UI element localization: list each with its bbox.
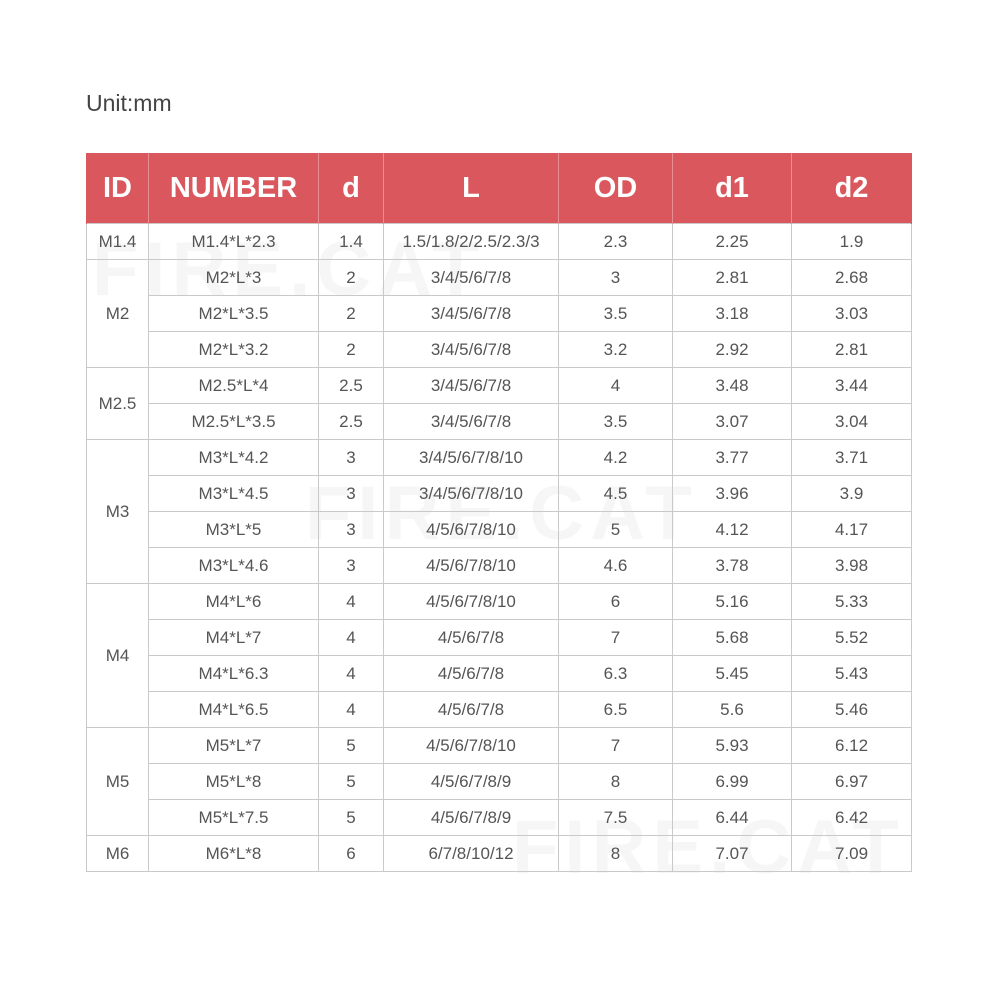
header-d1: d1 — [673, 153, 792, 224]
table-row — [87, 656, 912, 692]
spec-table — [86, 153, 912, 872]
cell-id: M3 — [87, 440, 149, 584]
cell-od: 4.6 — [559, 548, 673, 584]
unit-label: Unit:mm — [86, 90, 172, 116]
cell-d: 4 — [319, 692, 384, 728]
cell-id: M6 — [87, 836, 149, 872]
cell-number: M5*L*8 — [149, 764, 319, 800]
cell-d1: 5.45 — [673, 656, 792, 692]
cell-number: M3*L*4.2 — [149, 440, 319, 476]
header-number: NUMBER — [149, 153, 319, 224]
cell-d1: 2.81 — [673, 260, 792, 296]
cell-id: M5 — [87, 728, 149, 836]
cell-l: 3/4/5/6/7/8 — [384, 404, 559, 440]
cell-d2: 3.71 — [792, 440, 912, 476]
cell-od: 2.3 — [559, 224, 673, 260]
cell-number: M3*L*5 — [149, 512, 319, 548]
cell-od: 6.5 — [559, 692, 673, 728]
cell-d2: 5.52 — [792, 620, 912, 656]
cell-d2: 3.9 — [792, 476, 912, 512]
cell-d2: 3.44 — [792, 368, 912, 404]
cell-l: 3/4/5/6/7/8/10 — [384, 476, 559, 512]
cell-l: 3/4/5/6/7/8/10 — [384, 440, 559, 476]
cell-d: 4 — [319, 620, 384, 656]
table-row — [87, 548, 912, 584]
cell-d: 6 — [319, 836, 384, 872]
table-row — [87, 296, 912, 332]
cell-l: 3/4/5/6/7/8 — [384, 368, 559, 404]
cell-l: 4/5/6/7/8 — [384, 656, 559, 692]
cell-d1: 2.92 — [673, 332, 792, 368]
cell-od: 6.3 — [559, 656, 673, 692]
cell-number: M4*L*6.5 — [149, 692, 319, 728]
cell-l: 3/4/5/6/7/8 — [384, 332, 559, 368]
cell-number: M2*L*3 — [149, 260, 319, 296]
cell-number: M2.5*L*4 — [149, 368, 319, 404]
cell-l: 4/5/6/7/8/9 — [384, 800, 559, 836]
cell-d2: 2.68 — [792, 260, 912, 296]
cell-d1: 3.18 — [673, 296, 792, 332]
cell-d2: 5.33 — [792, 584, 912, 620]
table-row — [87, 584, 912, 620]
cell-d1: 6.44 — [673, 800, 792, 836]
cell-od: 5 — [559, 512, 673, 548]
cell-id: M2.5 — [87, 368, 149, 440]
cell-d: 2.5 — [319, 368, 384, 404]
cell-d2: 7.09 — [792, 836, 912, 872]
table-row — [87, 620, 912, 656]
cell-od: 3.5 — [559, 404, 673, 440]
cell-number: M4*L*6.3 — [149, 656, 319, 692]
cell-number: M2*L*3.2 — [149, 332, 319, 368]
cell-id: M1.4 — [87, 224, 149, 260]
cell-d1: 5.68 — [673, 620, 792, 656]
cell-od: 3.2 — [559, 332, 673, 368]
cell-od: 6 — [559, 584, 673, 620]
cell-d1: 3.78 — [673, 548, 792, 584]
cell-d1: 3.96 — [673, 476, 792, 512]
cell-d2: 6.97 — [792, 764, 912, 800]
cell-d2: 1.9 — [792, 224, 912, 260]
cell-number: M6*L*8 — [149, 836, 319, 872]
table-header — [87, 153, 912, 224]
cell-id: M2 — [87, 260, 149, 368]
cell-d: 2 — [319, 260, 384, 296]
cell-d: 3 — [319, 476, 384, 512]
header-d2: d2 — [792, 153, 912, 224]
cell-od: 3.5 — [559, 296, 673, 332]
cell-number: M5*L*7.5 — [149, 800, 319, 836]
table-row — [87, 764, 912, 800]
cell-od: 4.5 — [559, 476, 673, 512]
header-d: d — [319, 153, 384, 224]
cell-od: 8 — [559, 836, 673, 872]
cell-id: M4 — [87, 584, 149, 728]
cell-d1: 5.93 — [673, 728, 792, 764]
cell-d: 5 — [319, 764, 384, 800]
table-row — [87, 224, 912, 260]
cell-number: M4*L*7 — [149, 620, 319, 656]
cell-l: 3/4/5/6/7/8 — [384, 296, 559, 332]
cell-d2: 3.03 — [792, 296, 912, 332]
table-row — [87, 368, 912, 404]
cell-d1: 3.77 — [673, 440, 792, 476]
cell-d: 3 — [319, 512, 384, 548]
cell-d2: 3.04 — [792, 404, 912, 440]
table-row — [87, 404, 912, 440]
cell-l: 4/5/6/7/8/10 — [384, 728, 559, 764]
cell-d: 4 — [319, 656, 384, 692]
cell-number: M3*L*4.5 — [149, 476, 319, 512]
table-row — [87, 692, 912, 728]
table-row — [87, 836, 912, 872]
header-id: ID — [87, 153, 149, 224]
header-l: L — [384, 153, 559, 224]
cell-d1: 5.6 — [673, 692, 792, 728]
cell-d1: 7.07 — [673, 836, 792, 872]
cell-number: M1.4*L*2.3 — [149, 224, 319, 260]
cell-number: M2*L*3.5 — [149, 296, 319, 332]
cell-d: 2.5 — [319, 404, 384, 440]
cell-l: 3/4/5/6/7/8 — [384, 260, 559, 296]
cell-od: 4.2 — [559, 440, 673, 476]
cell-l: 4/5/6/7/8 — [384, 692, 559, 728]
cell-d: 3 — [319, 440, 384, 476]
cell-d1: 5.16 — [673, 584, 792, 620]
cell-l: 4/5/6/7/8 — [384, 620, 559, 656]
table-row — [87, 260, 912, 296]
cell-od: 7 — [559, 620, 673, 656]
cell-number: M2.5*L*3.5 — [149, 404, 319, 440]
cell-od: 7.5 — [559, 800, 673, 836]
cell-d2: 5.46 — [792, 692, 912, 728]
cell-d2: 6.42 — [792, 800, 912, 836]
cell-d: 2 — [319, 332, 384, 368]
cell-d2: 2.81 — [792, 332, 912, 368]
header-od: OD — [559, 153, 673, 224]
cell-d2: 3.98 — [792, 548, 912, 584]
cell-od: 7 — [559, 728, 673, 764]
table-row — [87, 440, 912, 476]
table-row — [87, 512, 912, 548]
cell-d: 5 — [319, 800, 384, 836]
cell-l: 6/7/8/10/12 — [384, 836, 559, 872]
cell-d: 1.4 — [319, 224, 384, 260]
cell-d2: 6.12 — [792, 728, 912, 764]
cell-l: 4/5/6/7/8/10 — [384, 548, 559, 584]
cell-l: 4/5/6/7/8/10 — [384, 584, 559, 620]
cell-d1: 3.48 — [673, 368, 792, 404]
cell-d2: 4.17 — [792, 512, 912, 548]
cell-l: 4/5/6/7/8/10 — [384, 512, 559, 548]
cell-d: 5 — [319, 728, 384, 764]
cell-d2: 5.43 — [792, 656, 912, 692]
table-row — [87, 800, 912, 836]
cell-number: M3*L*4.6 — [149, 548, 319, 584]
table-body — [87, 224, 912, 872]
cell-d1: 2.25 — [673, 224, 792, 260]
table-row — [87, 728, 912, 764]
table-row — [87, 332, 912, 368]
cell-d1: 3.07 — [673, 404, 792, 440]
cell-l: 4/5/6/7/8/9 — [384, 764, 559, 800]
cell-d: 3 — [319, 548, 384, 584]
header-row — [87, 153, 912, 224]
cell-number: M4*L*6 — [149, 584, 319, 620]
cell-d1: 6.99 — [673, 764, 792, 800]
cell-d: 4 — [319, 584, 384, 620]
cell-od: 8 — [559, 764, 673, 800]
cell-od: 3 — [559, 260, 673, 296]
table-row — [87, 476, 912, 512]
cell-d1: 4.12 — [673, 512, 792, 548]
cell-number: M5*L*7 — [149, 728, 319, 764]
cell-d: 2 — [319, 296, 384, 332]
cell-od: 4 — [559, 368, 673, 404]
cell-l: 1.5/1.8/2/2.5/2.3/3 — [384, 224, 559, 260]
